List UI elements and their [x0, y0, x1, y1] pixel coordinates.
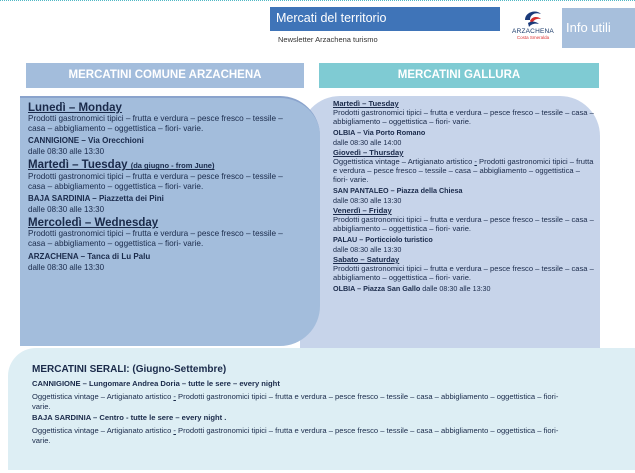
evening-market-products: Oggettistica vintage – Artigianato artistico - Prodotti gastronomici tipici – frutta e verdura – pesce fresco – tessile – casa – abbigliamento – oggettistica – fiori- varie.	[32, 426, 559, 445]
top-dotted-rule	[0, 0, 635, 6]
market-location: BAJA SARDINIA – Piazzetta dei Pini	[28, 194, 164, 204]
evening-market-location: BAJA SARDINIA – Centro - tutte le sere – every night .	[32, 413, 227, 422]
market-location: OLBIA – Via Porto Romano	[333, 128, 426, 137]
evening-markets-panel	[8, 348, 635, 470]
info-utili-tab[interactable]: Info utili	[562, 8, 635, 48]
market-products: Prodotti gastronomici tipici – frutta e verdura – pesce fresco – tessile – casa – abbigliamento – oggettistica – fiori- varie.	[333, 215, 594, 233]
market-entry-tuesday	[28, 159, 296, 215]
market-products: Oggettistica vintage – Artigianato artistico - Prodotti gastronomici tipici – frutta e verdura – pesce fresco – tessile – casa – abbigliamento – oggettistica – fiori- varie.	[333, 157, 594, 184]
market-products: Prodotti gastronomici tipici – frutta e verdura – pesce fresco – tessile – casa – abbigliamento – oggettistica – fiori- varie.	[28, 172, 283, 191]
market-location: PALAU – Porticciolo turistico	[333, 235, 433, 244]
gallura-markets-list	[333, 99, 595, 294]
day-heading: Mercoledì – Wednesday	[28, 217, 159, 230]
day-heading: Lunedì – Monday	[28, 102, 122, 114]
market-hours: dalle 08:30 alle 14:00	[333, 138, 402, 147]
banner-mercatini-gallura: MERCATINI GALLURA	[319, 63, 599, 88]
market-hours: dalle 08:30 alle 13:30	[333, 245, 402, 254]
market-location: CANNIGIONE – Via Orecchioni	[28, 136, 144, 146]
evening-market-location: CANNIGIONE – Lungomare Andrea Doria – tutte le sere – every night	[32, 379, 280, 388]
logo-name: ARZACHENA	[512, 28, 554, 35]
market-hours: dalle 08:30 alle 13:30	[28, 205, 105, 215]
arzachena-logo[interactable]	[508, 8, 558, 48]
market-hours: dalle 08:30 alle 13:30	[28, 262, 105, 272]
market-location: ARZACHENA – Tanca di Lu Palu	[28, 251, 151, 261]
market-products: Prodotti gastronomici tipici – frutta e verdura – pesce fresco – tessile – casa – abbigliamento – oggettistica – fiori- varie.	[333, 264, 594, 282]
day-heading-tuesday: Martedì – Tuesday	[333, 99, 399, 108]
market-entry-wednesday	[28, 217, 296, 272]
market-hours: dalle 08:30 alle 13:30	[333, 196, 402, 205]
day-heading-thursday: Giovedì – Thursday	[333, 148, 404, 157]
market-location-and-hours: OLBIA – Piazza San Gallo dalle 08:30 alle 13:30	[333, 284, 491, 293]
market-hours: dalle 08:30 alle 13:30	[28, 147, 105, 157]
arzachena-markets-list	[28, 102, 296, 275]
market-products: Prodotti gastronomici tipici – frutta e verdura – pesce fresco – tessile – casa – abbigliamento – oggettistica – fiori- varie.	[333, 108, 594, 126]
evening-market-products: Oggettistica vintage – Artigianato artistico - Prodotti gastronomici tipici – frutta e verdura – pesce fresco – tessile – casa – abbigliamento – oggettistica – fiori- varie.	[32, 392, 559, 411]
market-products: Prodotti gastronomici tipici – frutta e verdura – pesce fresco – tessile – casa – abbigliamento – oggettistica – fiori- varie.	[28, 229, 283, 248]
evening-markets-title: MERCATINI SERALI: (Giugno-Settembre)	[32, 364, 227, 375]
banner-mercatini-arzachena: MERCATINI COMUNE ARZACHENA	[26, 63, 304, 88]
arzachena-logo-icon	[522, 8, 544, 28]
day-note: (da giugno - from June)	[130, 161, 215, 171]
day-heading-saturday: Sabato – Saturday	[333, 255, 400, 264]
logo-tagline: Costa Smeralda	[516, 35, 550, 40]
market-products: Prodotti gastronomici tipici – frutta e verdura – pesce fresco – tessile – casa – abbigliamento – oggettistica – fiori- varie.	[28, 114, 283, 133]
market-entry-monday	[28, 102, 296, 157]
day-heading-friday: Venerdì – Friday	[333, 206, 392, 215]
market-location: SAN PANTALEO – Piazza della Chiesa	[333, 186, 463, 195]
page-title: Mercati del territorio	[270, 7, 500, 31]
newsletter-subtitle: Newsletter Arzachena turismo	[278, 35, 378, 44]
day-heading: Martedì – Tuesday (da giugno - from June)	[28, 159, 215, 172]
